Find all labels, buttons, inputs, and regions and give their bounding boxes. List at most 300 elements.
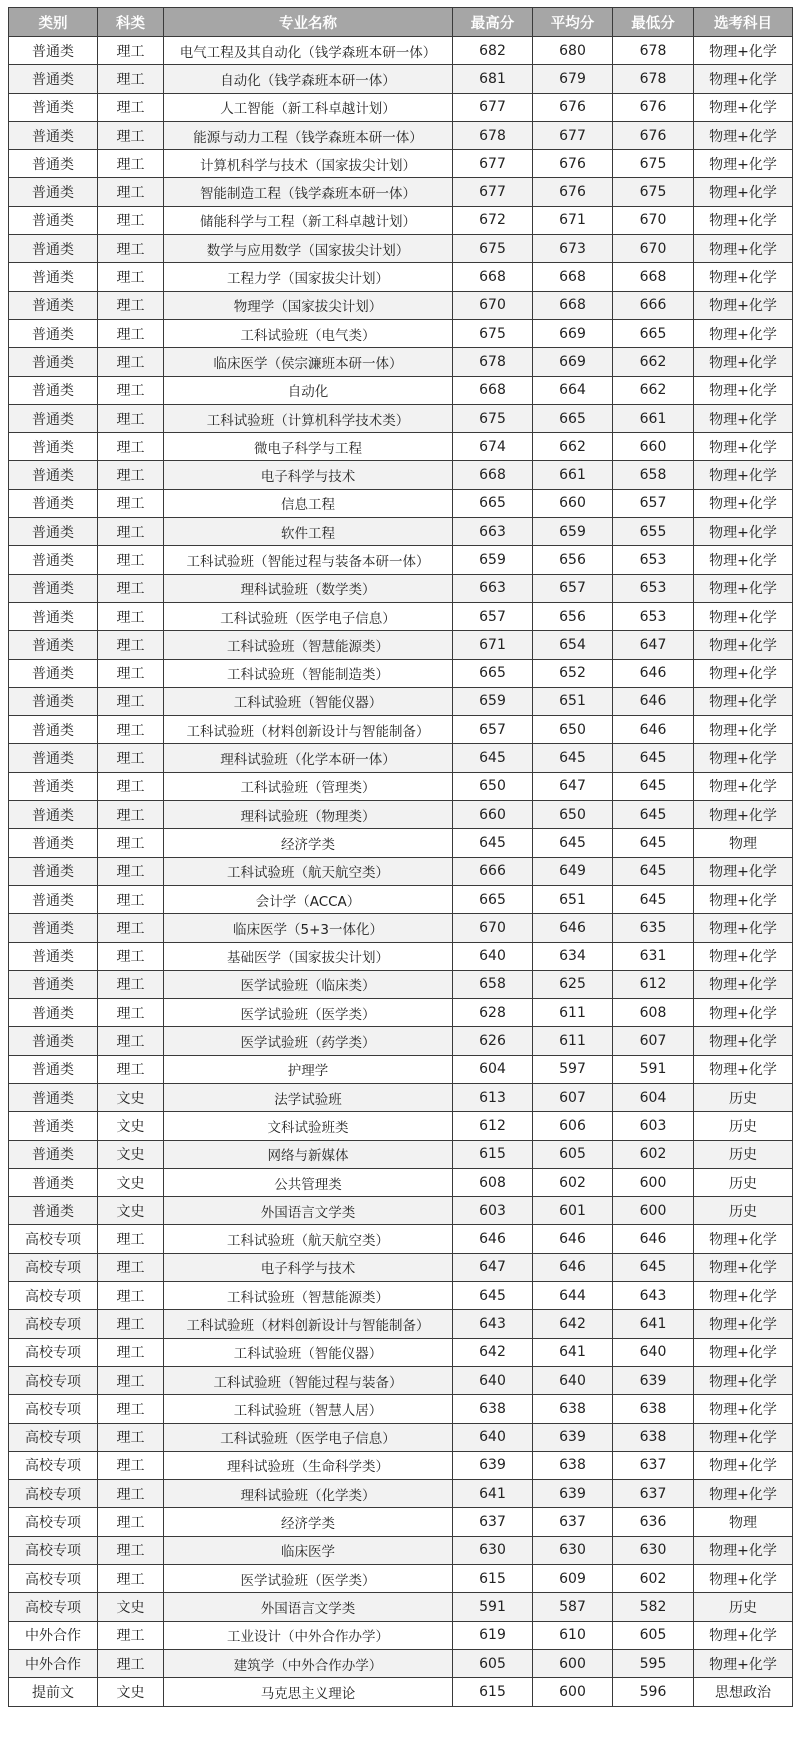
- cell-subject-type: 理工: [98, 687, 164, 715]
- cell-subject-type: 文史: [98, 1112, 164, 1140]
- cell-max-score: 591: [453, 1593, 533, 1621]
- cell-max-score: 604: [453, 1055, 533, 1083]
- cell-avg-score: 637: [533, 1508, 613, 1536]
- cell-category: 普通类: [9, 744, 98, 772]
- cell-avg-score: 676: [533, 150, 613, 178]
- cell-avg-score: 602: [533, 1168, 613, 1196]
- cell-min-score: 582: [613, 1593, 694, 1621]
- cell-subject-type: 理工: [98, 235, 164, 263]
- cell-category: 高校专项: [9, 1565, 98, 1593]
- cell-min-score: 602: [613, 1140, 694, 1168]
- cell-required-subjects: 物理+化学: [694, 1480, 793, 1508]
- cell-subject-type: 理工: [98, 150, 164, 178]
- cell-major-name: 能源与动力工程（钱学森班本研一体）: [164, 121, 453, 149]
- cell-max-score: 615: [453, 1678, 533, 1706]
- cell-max-score: 605: [453, 1649, 533, 1677]
- cell-max-score: 660: [453, 801, 533, 829]
- table-row: [9, 518, 793, 546]
- cell-avg-score: 656: [533, 546, 613, 574]
- table-row: [9, 65, 793, 93]
- cell-subject-type: 理工: [98, 659, 164, 687]
- cell-category: 普通类: [9, 150, 98, 178]
- cell-subject-type: 理工: [98, 885, 164, 913]
- cell-required-subjects: 物理+化学: [694, 659, 793, 687]
- table-row: [9, 433, 793, 461]
- cell-max-score: 659: [453, 546, 533, 574]
- cell-max-score: 646: [453, 1225, 533, 1253]
- cell-required-subjects: 物理+化学: [694, 885, 793, 913]
- cell-avg-score: 660: [533, 489, 613, 517]
- cell-major-name: 工科试验班（管理类）: [164, 772, 453, 800]
- cell-category: 普通类: [9, 857, 98, 885]
- table-row: [9, 716, 793, 744]
- cell-avg-score: 597: [533, 1055, 613, 1083]
- cell-avg-score: 639: [533, 1423, 613, 1451]
- cell-avg-score: 668: [533, 263, 613, 291]
- cell-max-score: 678: [453, 348, 533, 376]
- cell-category: 普通类: [9, 1055, 98, 1083]
- cell-required-subjects: 历史: [694, 1140, 793, 1168]
- cell-min-score: 636: [613, 1508, 694, 1536]
- cell-min-score: 638: [613, 1395, 694, 1423]
- table-row: [9, 659, 793, 687]
- cell-major-name: 经济学类: [164, 829, 453, 857]
- cell-min-score: 646: [613, 687, 694, 715]
- cell-category: 提前文: [9, 1678, 98, 1706]
- table-row: [9, 1112, 793, 1140]
- cell-avg-score: 656: [533, 602, 613, 630]
- cell-avg-score: 650: [533, 716, 613, 744]
- cell-min-score: 603: [613, 1112, 694, 1140]
- cell-avg-score: 657: [533, 574, 613, 602]
- cell-category: 高校专项: [9, 1423, 98, 1451]
- cell-subject-type: 理工: [98, 433, 164, 461]
- cell-min-score: 653: [613, 602, 694, 630]
- cell-category: 普通类: [9, 65, 98, 93]
- cell-max-score: 637: [453, 1508, 533, 1536]
- table-row: [9, 1168, 793, 1196]
- table-row: [9, 970, 793, 998]
- cell-min-score: 643: [613, 1282, 694, 1310]
- cell-category: 普通类: [9, 404, 98, 432]
- cell-category: 普通类: [9, 942, 98, 970]
- cell-min-score: 641: [613, 1310, 694, 1338]
- cell-avg-score: 664: [533, 376, 613, 404]
- cell-subject-type: 理工: [98, 461, 164, 489]
- cell-required-subjects: 物理+化学: [694, 433, 793, 461]
- cell-max-score: 657: [453, 602, 533, 630]
- cell-avg-score: 646: [533, 1253, 613, 1281]
- table-row: [9, 1338, 793, 1366]
- cell-min-score: 661: [613, 404, 694, 432]
- cell-min-score: 608: [613, 999, 694, 1027]
- cell-subject-type: 理工: [98, 716, 164, 744]
- cell-max-score: 658: [453, 970, 533, 998]
- cell-required-subjects: 物理+化学: [694, 1282, 793, 1310]
- cell-subject-type: 理工: [98, 1310, 164, 1338]
- table-row: [9, 801, 793, 829]
- cell-category: 高校专项: [9, 1451, 98, 1479]
- cell-avg-score: 649: [533, 857, 613, 885]
- cell-category: 普通类: [9, 235, 98, 263]
- cell-major-name: 公共管理类: [164, 1168, 453, 1196]
- cell-max-score: 681: [453, 65, 533, 93]
- table-row: [9, 687, 793, 715]
- cell-major-name: 经济学类: [164, 1508, 453, 1536]
- table-row: [9, 885, 793, 913]
- cell-major-name: 信息工程: [164, 489, 453, 517]
- cell-required-subjects: 物理+化学: [694, 970, 793, 998]
- table-row: [9, 602, 793, 630]
- cell-subject-type: 理工: [98, 1366, 164, 1394]
- cell-category: 普通类: [9, 716, 98, 744]
- cell-category: 普通类: [9, 772, 98, 800]
- cell-min-score: 678: [613, 65, 694, 93]
- cell-min-score: 675: [613, 178, 694, 206]
- cell-subject-type: 理工: [98, 857, 164, 885]
- cell-avg-score: 680: [533, 37, 613, 65]
- cell-required-subjects: 物理+化学: [694, 235, 793, 263]
- cell-subject-type: 理工: [98, 1508, 164, 1536]
- cell-category: 普通类: [9, 433, 98, 461]
- cell-required-subjects: 物理+化学: [694, 1027, 793, 1055]
- cell-major-name: 工科试验班（材料创新设计与智能制备）: [164, 1310, 453, 1338]
- cell-max-score: 677: [453, 178, 533, 206]
- cell-category: 普通类: [9, 178, 98, 206]
- cell-category: 高校专项: [9, 1366, 98, 1394]
- cell-category: 普通类: [9, 1168, 98, 1196]
- cell-min-score: 662: [613, 348, 694, 376]
- cell-subject-type: 理工: [98, 1225, 164, 1253]
- cell-major-name: 理科试验班（化学本研一体）: [164, 744, 453, 772]
- cell-min-score: 668: [613, 263, 694, 291]
- cell-subject-type: 理工: [98, 518, 164, 546]
- table-row: [9, 1451, 793, 1479]
- cell-min-score: 600: [613, 1197, 694, 1225]
- cell-max-score: 659: [453, 687, 533, 715]
- cell-major-name: 微电子科学与工程: [164, 433, 453, 461]
- cell-category: 中外合作: [9, 1649, 98, 1677]
- cell-category: 高校专项: [9, 1480, 98, 1508]
- cell-avg-score: 661: [533, 461, 613, 489]
- cell-category: 普通类: [9, 348, 98, 376]
- cell-required-subjects: 历史: [694, 1197, 793, 1225]
- cell-max-score: 630: [453, 1536, 533, 1564]
- cell-min-score: 660: [613, 433, 694, 461]
- cell-major-name: 工科试验班（材料创新设计与智能制备）: [164, 716, 453, 744]
- cell-subject-type: 理工: [98, 1480, 164, 1508]
- cell-min-score: 595: [613, 1649, 694, 1677]
- cell-min-score: 612: [613, 970, 694, 998]
- table-row: [9, 376, 793, 404]
- cell-min-score: 653: [613, 546, 694, 574]
- table-row: [9, 150, 793, 178]
- header-subject-type: 科类: [98, 8, 164, 37]
- cell-major-name: 医学试验班（药学类）: [164, 1027, 453, 1055]
- cell-avg-score: 651: [533, 687, 613, 715]
- cell-major-name: 工科试验班（智慧能源类）: [164, 1282, 453, 1310]
- cell-max-score: 640: [453, 942, 533, 970]
- cell-required-subjects: 物理+化学: [694, 150, 793, 178]
- cell-category: 高校专项: [9, 1253, 98, 1281]
- cell-major-name: 人工智能（新工科卓越计划）: [164, 93, 453, 121]
- cell-required-subjects: 思想政治: [694, 1678, 793, 1706]
- cell-required-subjects: 物理+化学: [694, 1536, 793, 1564]
- table-row: [9, 178, 793, 206]
- cell-avg-score: 677: [533, 121, 613, 149]
- cell-major-name: 理科试验班（化学类）: [164, 1480, 453, 1508]
- cell-subject-type: 理工: [98, 263, 164, 291]
- cell-required-subjects: 物理: [694, 1508, 793, 1536]
- cell-max-score: 665: [453, 489, 533, 517]
- cell-category: 中外合作: [9, 1621, 98, 1649]
- cell-min-score: 639: [613, 1366, 694, 1394]
- cell-major-name: 工科试验班（航天航空类）: [164, 1225, 453, 1253]
- cell-max-score: 639: [453, 1451, 533, 1479]
- cell-min-score: 645: [613, 857, 694, 885]
- header-required-subjects: 选考科目: [694, 8, 793, 37]
- cell-category: 普通类: [9, 546, 98, 574]
- cell-major-name: 理科试验班（物理类）: [164, 801, 453, 829]
- cell-category: 普通类: [9, 1083, 98, 1111]
- table-row: [9, 1565, 793, 1593]
- cell-required-subjects: 物理+化学: [694, 37, 793, 65]
- cell-min-score: 646: [613, 716, 694, 744]
- cell-major-name: 工科试验班（智慧能源类）: [164, 631, 453, 659]
- cell-category: 普通类: [9, 37, 98, 65]
- cell-required-subjects: 物理+化学: [694, 716, 793, 744]
- table-row: [9, 263, 793, 291]
- cell-avg-score: 671: [533, 206, 613, 234]
- cell-category: 普通类: [9, 518, 98, 546]
- cell-max-score: 603: [453, 1197, 533, 1225]
- cell-max-score: 670: [453, 914, 533, 942]
- cell-category: 普通类: [9, 602, 98, 630]
- table-row: [9, 206, 793, 234]
- cell-avg-score: 669: [533, 319, 613, 347]
- cell-required-subjects: 物理: [694, 829, 793, 857]
- cell-subject-type: 文史: [98, 1678, 164, 1706]
- table-row: [9, 1140, 793, 1168]
- cell-max-score: 675: [453, 235, 533, 263]
- cell-category: 普通类: [9, 319, 98, 347]
- cell-required-subjects: 物理+化学: [694, 263, 793, 291]
- cell-major-name: 工科试验班（医学电子信息）: [164, 1423, 453, 1451]
- cell-required-subjects: 物理+化学: [694, 178, 793, 206]
- cell-min-score: 604: [613, 1083, 694, 1111]
- table-row: [9, 1480, 793, 1508]
- cell-subject-type: 理工: [98, 37, 164, 65]
- cell-avg-score: 640: [533, 1366, 613, 1394]
- cell-major-name: 工科试验班（智能仪器）: [164, 1338, 453, 1366]
- table-row: [9, 1225, 793, 1253]
- cell-category: 普通类: [9, 687, 98, 715]
- cell-max-score: 671: [453, 631, 533, 659]
- cell-max-score: 615: [453, 1565, 533, 1593]
- header-min-score: 最低分: [613, 8, 694, 37]
- cell-min-score: 676: [613, 121, 694, 149]
- cell-avg-score: 638: [533, 1451, 613, 1479]
- cell-major-name: 医学试验班（医学类）: [164, 1565, 453, 1593]
- cell-subject-type: 理工: [98, 65, 164, 93]
- cell-major-name: 工业设计（中外合作办学）: [164, 1621, 453, 1649]
- table-row: [9, 999, 793, 1027]
- cell-max-score: 640: [453, 1366, 533, 1394]
- cell-max-score: 615: [453, 1140, 533, 1168]
- cell-max-score: 678: [453, 121, 533, 149]
- cell-required-subjects: 物理+化学: [694, 942, 793, 970]
- cell-major-name: 医学试验班（医学类）: [164, 999, 453, 1027]
- cell-category: 高校专项: [9, 1225, 98, 1253]
- cell-max-score: 668: [453, 461, 533, 489]
- table-row: [9, 857, 793, 885]
- cell-major-name: 工科试验班（智能制造类）: [164, 659, 453, 687]
- cell-required-subjects: 物理+化学: [694, 999, 793, 1027]
- cell-subject-type: 理工: [98, 914, 164, 942]
- cell-avg-score: 600: [533, 1678, 613, 1706]
- cell-subject-type: 理工: [98, 1621, 164, 1649]
- cell-major-name: 智能制造工程（钱学森班本研一体）: [164, 178, 453, 206]
- cell-major-name: 工科试验班（智能过程与装备）: [164, 1366, 453, 1394]
- table-row: [9, 772, 793, 800]
- header-major-name: 专业名称: [164, 8, 453, 37]
- cell-subject-type: 文史: [98, 1593, 164, 1621]
- cell-required-subjects: 物理+化学: [694, 1565, 793, 1593]
- cell-max-score: 641: [453, 1480, 533, 1508]
- table-row: [9, 1395, 793, 1423]
- cell-major-name: 理科试验班（生命科学类）: [164, 1451, 453, 1479]
- cell-min-score: 637: [613, 1451, 694, 1479]
- table-row: [9, 1593, 793, 1621]
- cell-required-subjects: 物理+化学: [694, 1055, 793, 1083]
- cell-subject-type: 理工: [98, 574, 164, 602]
- cell-avg-score: 652: [533, 659, 613, 687]
- table-header-row: [9, 8, 793, 37]
- cell-avg-score: 646: [533, 1225, 613, 1253]
- cell-subject-type: 理工: [98, 1649, 164, 1677]
- cell-major-name: 基础医学（国家拔尖计划）: [164, 942, 453, 970]
- cell-max-score: 645: [453, 744, 533, 772]
- cell-avg-score: 669: [533, 348, 613, 376]
- cell-avg-score: 676: [533, 178, 613, 206]
- table-row: [9, 235, 793, 263]
- cell-required-subjects: 物理+化学: [694, 93, 793, 121]
- cell-required-subjects: 物理+化学: [694, 602, 793, 630]
- cell-subject-type: 理工: [98, 319, 164, 347]
- cell-subject-type: 理工: [98, 602, 164, 630]
- table-row: [9, 461, 793, 489]
- cell-category: 高校专项: [9, 1536, 98, 1564]
- cell-subject-type: 文史: [98, 1083, 164, 1111]
- cell-avg-score: 673: [533, 235, 613, 263]
- cell-subject-type: 文史: [98, 1197, 164, 1225]
- cell-major-name: 文科试验班类: [164, 1112, 453, 1140]
- table-row: [9, 348, 793, 376]
- table-row: [9, 37, 793, 65]
- cell-max-score: 677: [453, 150, 533, 178]
- cell-avg-score: 651: [533, 885, 613, 913]
- cell-required-subjects: 物理+化学: [694, 1423, 793, 1451]
- cell-required-subjects: 物理+化学: [694, 121, 793, 149]
- cell-max-score: 640: [453, 1423, 533, 1451]
- cell-required-subjects: 物理+化学: [694, 404, 793, 432]
- cell-category: 普通类: [9, 914, 98, 942]
- cell-min-score: 645: [613, 772, 694, 800]
- cell-subject-type: 文史: [98, 1168, 164, 1196]
- cell-avg-score: 650: [533, 801, 613, 829]
- table-row: [9, 1197, 793, 1225]
- table-row: [9, 914, 793, 942]
- cell-min-score: 645: [613, 829, 694, 857]
- cell-major-name: 软件工程: [164, 518, 453, 546]
- table-row: [9, 1027, 793, 1055]
- cell-subject-type: 理工: [98, 1423, 164, 1451]
- cell-max-score: 612: [453, 1112, 533, 1140]
- cell-avg-score: 641: [533, 1338, 613, 1366]
- cell-max-score: 626: [453, 1027, 533, 1055]
- cell-category: 普通类: [9, 206, 98, 234]
- cell-major-name: 马克思主义理论: [164, 1678, 453, 1706]
- cell-required-subjects: 物理+化学: [694, 546, 793, 574]
- cell-min-score: 631: [613, 942, 694, 970]
- cell-min-score: 607: [613, 1027, 694, 1055]
- cell-major-name: 工科试验班（电气类）: [164, 319, 453, 347]
- table-row: [9, 631, 793, 659]
- cell-subject-type: 理工: [98, 999, 164, 1027]
- cell-category: 普通类: [9, 489, 98, 517]
- cell-category: 普通类: [9, 93, 98, 121]
- cell-category: 高校专项: [9, 1282, 98, 1310]
- cell-avg-score: 645: [533, 744, 613, 772]
- cell-avg-score: 642: [533, 1310, 613, 1338]
- cell-major-name: 电子科学与技术: [164, 461, 453, 489]
- cell-subject-type: 理工: [98, 1253, 164, 1281]
- header-category: 类别: [9, 8, 98, 37]
- cell-subject-type: 理工: [98, 1536, 164, 1564]
- cell-avg-score: 607: [533, 1083, 613, 1111]
- cell-max-score: 628: [453, 999, 533, 1027]
- cell-required-subjects: 历史: [694, 1112, 793, 1140]
- cell-subject-type: 理工: [98, 348, 164, 376]
- cell-required-subjects: 物理+化学: [694, 801, 793, 829]
- cell-avg-score: 601: [533, 1197, 613, 1225]
- cell-max-score: 645: [453, 829, 533, 857]
- cell-avg-score: 638: [533, 1395, 613, 1423]
- cell-major-name: 外国语言文学类: [164, 1593, 453, 1621]
- cell-max-score: 668: [453, 263, 533, 291]
- table-row: [9, 1508, 793, 1536]
- cell-category: 普通类: [9, 1197, 98, 1225]
- cell-min-score: 640: [613, 1338, 694, 1366]
- cell-required-subjects: 物理+化学: [694, 1225, 793, 1253]
- cell-major-name: 临床医学: [164, 1536, 453, 1564]
- cell-category: 普通类: [9, 1027, 98, 1055]
- cell-min-score: 630: [613, 1536, 694, 1564]
- cell-max-score: 666: [453, 857, 533, 885]
- cell-subject-type: 理工: [98, 1451, 164, 1479]
- cell-max-score: 670: [453, 291, 533, 319]
- cell-min-score: 635: [613, 914, 694, 942]
- cell-max-score: 608: [453, 1168, 533, 1196]
- table-row: [9, 1649, 793, 1677]
- cell-min-score: 645: [613, 801, 694, 829]
- cell-avg-score: 630: [533, 1536, 613, 1564]
- cell-category: 普通类: [9, 263, 98, 291]
- table-row: [9, 1282, 793, 1310]
- cell-required-subjects: 物理+化学: [694, 319, 793, 347]
- cell-subject-type: 理工: [98, 93, 164, 121]
- cell-avg-score: 600: [533, 1649, 613, 1677]
